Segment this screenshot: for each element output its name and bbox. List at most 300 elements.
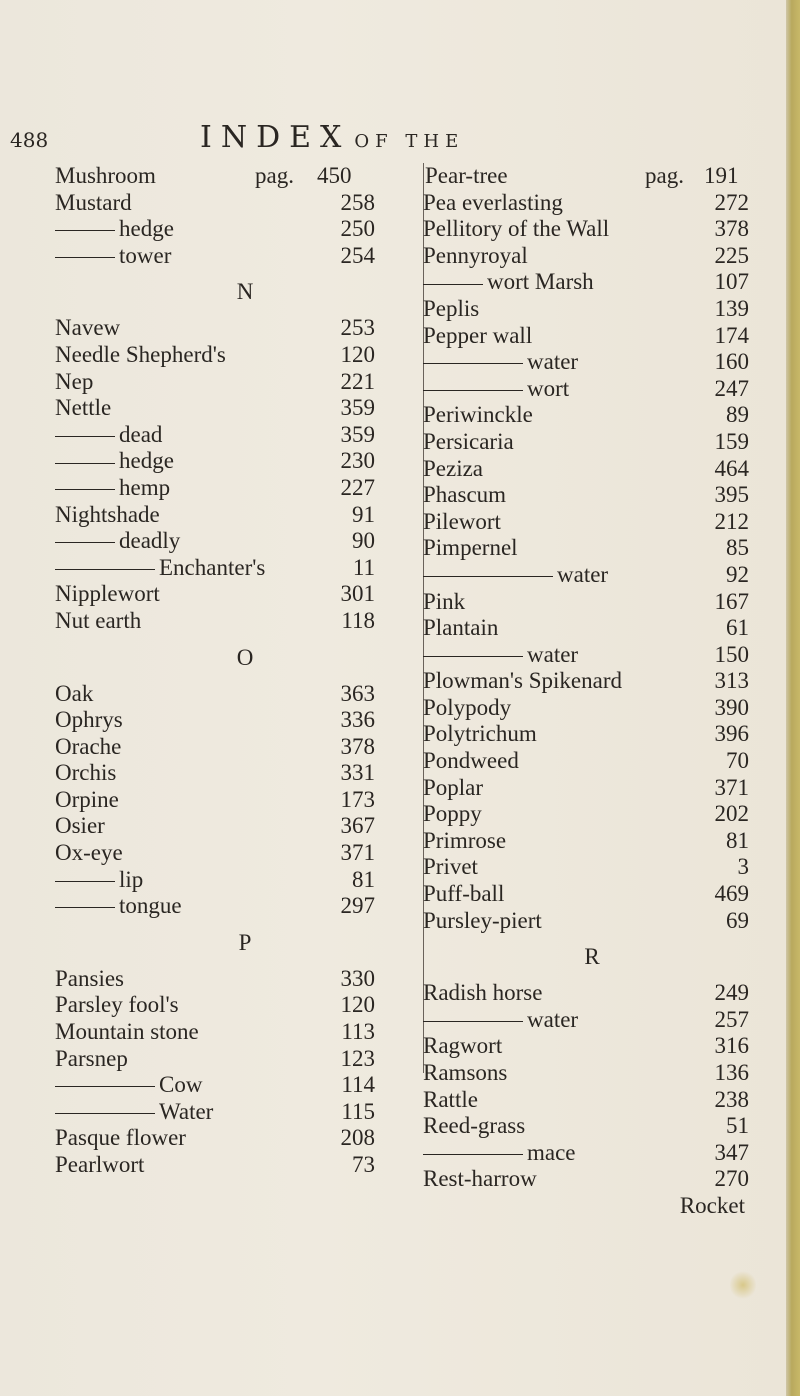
index-entry (55, 787, 435, 814)
ditto-dash (423, 1021, 523, 1022)
entry-page: 247 (714, 375, 749, 401)
index-entry (55, 760, 435, 787)
entries-p-right (423, 190, 761, 935)
entry-page: 221 (340, 368, 375, 394)
entry-name (423, 1007, 578, 1034)
index-entry (423, 509, 761, 536)
entry-name (55, 840, 123, 867)
index-entry (55, 216, 435, 243)
ditto-dash (55, 230, 115, 231)
entry-page: 115 (341, 1098, 375, 1124)
entry-text: Persicaria (423, 428, 514, 454)
entry-page: 73 (352, 1152, 375, 1177)
entry-name (55, 1099, 213, 1126)
ditto-dash (55, 489, 115, 490)
entry-name (55, 190, 132, 217)
entry-name (423, 190, 563, 217)
first-entry (55, 163, 435, 190)
ditto-dash (55, 907, 115, 908)
entry-name (55, 813, 105, 840)
index-entry (55, 992, 435, 1019)
entry-name (55, 395, 111, 422)
entry-name (423, 721, 537, 748)
index-entry (55, 681, 435, 708)
catchword-row (423, 1193, 761, 1220)
entry-text: Polypody (423, 694, 512, 720)
entry-name (55, 528, 180, 555)
entry-page: 139 (714, 295, 749, 321)
entry-text: water (527, 349, 579, 375)
index-entry (55, 315, 435, 342)
entry-text: Poplar (423, 774, 484, 800)
ditto-dash (55, 542, 115, 543)
entry-page: 359 (340, 395, 375, 421)
index-entry (423, 642, 761, 669)
entry-name (423, 429, 514, 456)
index-entry (423, 190, 761, 217)
entry-name (423, 509, 501, 536)
entry-name (423, 1140, 576, 1167)
entry-name (423, 482, 506, 509)
entry-text: Pilewort (423, 508, 501, 534)
index-entry (423, 775, 761, 802)
entry-page: 363 (340, 680, 375, 706)
index-entry (55, 342, 435, 369)
entry-name (423, 1087, 478, 1114)
index-entry (55, 448, 435, 475)
index-entry (55, 966, 435, 993)
index-entry (423, 721, 761, 748)
ditto-dash (55, 881, 115, 882)
entry-name (423, 323, 532, 350)
entry-page: 70 (726, 748, 749, 774)
entry-page: 367 (340, 813, 375, 839)
entry-text: Nightshade (55, 501, 160, 527)
entry-page: 191 (704, 163, 739, 188)
index-entry (55, 707, 435, 734)
entry-name (423, 828, 506, 855)
ditto-dash (55, 1086, 155, 1087)
entry-name (423, 296, 479, 323)
catchword: Rocket (679, 1192, 745, 1218)
entry-page: 174 (714, 322, 749, 348)
entry-text: Orache (55, 733, 122, 759)
entry-name (55, 1072, 202, 1099)
entry-text: Rest-harrow (423, 1166, 537, 1192)
ditto-dash (55, 1113, 155, 1114)
entry-page: 316 (714, 1033, 749, 1059)
entry-name (423, 243, 528, 270)
entry-text: Pimpernel (423, 535, 518, 561)
entry-text: Mustard (55, 189, 132, 215)
entry-name (55, 681, 93, 708)
paper-stain (730, 1270, 756, 1300)
index-entry (423, 980, 761, 1007)
entry-page: 150 (714, 641, 749, 667)
entry-text: Water (159, 1098, 214, 1124)
entry-text: Oak (55, 680, 94, 706)
entry-page: 297 (340, 893, 375, 919)
entry-text: Enchanter's (159, 554, 266, 580)
running-head (200, 120, 464, 155)
ditto-dash (55, 463, 115, 464)
entry-name (55, 787, 119, 814)
entry-page: 390 (714, 694, 749, 720)
ditto-dash (55, 257, 115, 258)
entry-name (55, 1125, 186, 1152)
entry-page: 257 (714, 1006, 749, 1032)
entry-name (55, 608, 141, 635)
entry-text: tongue (119, 893, 182, 919)
entry-name (55, 502, 160, 529)
index-entry (423, 269, 761, 296)
entry-page: 469 (714, 881, 749, 907)
left-column (55, 163, 435, 1179)
index-entry (55, 1125, 435, 1152)
entry-page: 91 (352, 501, 375, 527)
index-entry (55, 1072, 435, 1099)
entry-text: Pepper wall (423, 322, 533, 348)
entry-page: 11 (352, 554, 375, 580)
first-entry (423, 163, 761, 190)
index-entry (423, 243, 761, 270)
ditto-dash (55, 569, 155, 570)
entry-name (55, 422, 162, 449)
entry-text: Puff-ball (423, 881, 505, 907)
pag-label: pag. (255, 163, 294, 188)
index-entry (55, 528, 435, 555)
entry-name: Mushroom (55, 163, 156, 188)
entry-page: 395 (714, 482, 749, 508)
entry-name (423, 980, 542, 1007)
entry-name (423, 668, 622, 695)
entry-page: 378 (714, 216, 749, 242)
entry-page: 81 (352, 866, 375, 892)
entry-page: 250 (340, 216, 375, 242)
entry-text: hedge (119, 448, 174, 474)
entry-page: 270 (714, 1166, 749, 1192)
index-entry (423, 482, 761, 509)
entry-name (423, 854, 478, 881)
entry-name (55, 369, 93, 396)
entries-o (55, 681, 435, 920)
entry-page: 120 (340, 992, 375, 1018)
entry-page: 3 (737, 854, 749, 880)
entry-name: Pear-tree (425, 163, 508, 188)
entry-page: 301 (340, 581, 375, 607)
entry-name (55, 760, 116, 787)
index-entry (423, 296, 761, 323)
entry-text: Orchis (55, 760, 117, 786)
entry-text: Peziza (423, 455, 484, 481)
entry-page: 371 (714, 774, 749, 800)
index-entry (55, 581, 435, 608)
entry-text: Peplis (423, 295, 480, 321)
entry-name (55, 1152, 144, 1179)
entry-name (423, 642, 578, 669)
entry-text: Cow (159, 1072, 203, 1098)
index-entry (423, 562, 761, 589)
entry-name (423, 535, 518, 562)
entry-text: Reed-grass (423, 1113, 526, 1139)
entry-page: 249 (714, 980, 749, 1006)
entry-name (423, 216, 609, 243)
entry-page: 272 (714, 189, 749, 215)
entry-text: hedge (119, 216, 174, 242)
index-entry (55, 190, 435, 217)
page-number: 488 (10, 128, 49, 152)
entry-text: Ophrys (55, 707, 123, 733)
entry-text: Nut earth (55, 607, 142, 633)
entry-page: 51 (726, 1113, 749, 1139)
entry-name (423, 456, 483, 483)
entry-page: 212 (714, 508, 749, 534)
entry-page: 238 (714, 1086, 749, 1112)
entries-n (55, 315, 435, 634)
entry-text: mace (527, 1139, 576, 1165)
index-entry (55, 1019, 435, 1046)
index-entry (55, 395, 435, 422)
entry-name (55, 315, 120, 342)
entry-page: 464 (714, 455, 749, 481)
index-entry (423, 1007, 761, 1034)
entry-text: Parsnep (55, 1045, 128, 1071)
index-entry (55, 734, 435, 761)
index-entry (423, 854, 761, 881)
index-entry (55, 369, 435, 396)
entry-page: 227 (340, 474, 375, 500)
entry-text: wort Marsh (487, 269, 594, 295)
entry-page: 120 (340, 341, 375, 367)
entry-name (423, 269, 594, 296)
entry-text: Rattle (423, 1086, 478, 1112)
index-entry (423, 881, 761, 908)
entry-page: 85 (726, 535, 749, 561)
ditto-dash (423, 1154, 523, 1155)
entry-text: Pondweed (423, 748, 519, 774)
entry-page: 313 (714, 668, 749, 694)
ditto-dash (423, 284, 483, 285)
entry-page: 159 (714, 428, 749, 454)
entry-name (55, 992, 179, 1019)
index-entry (423, 695, 761, 722)
index-entry (423, 668, 761, 695)
page-edge (786, 0, 800, 1396)
entry-page: 396 (714, 721, 749, 747)
entry-text: water (527, 1006, 579, 1032)
entry-page: 378 (340, 733, 375, 759)
entry-text: Primrose (423, 827, 507, 853)
entry-page: 173 (340, 786, 375, 812)
entry-name (423, 748, 519, 775)
index-entry (55, 813, 435, 840)
entry-name (423, 615, 498, 642)
index-entry (423, 589, 761, 616)
entry-page: 330 (340, 965, 375, 991)
running-head-suffix: OF THE (354, 131, 465, 152)
entry-text: Pellitory of the Wall (423, 216, 610, 242)
entry-page: 208 (340, 1125, 375, 1151)
index-entry (423, 429, 761, 456)
running-head-title: INDEX (200, 120, 351, 155)
entry-page: 69 (726, 907, 749, 933)
entry-name (423, 1033, 502, 1060)
pag-label: pag. (645, 163, 684, 188)
entries-m (55, 190, 435, 270)
index-entry (423, 323, 761, 350)
index-entry (423, 535, 761, 562)
entry-page: 254 (340, 242, 375, 268)
entry-text: Needle Shepherd's (55, 341, 226, 367)
entry-name (423, 562, 608, 589)
index-entry (55, 1099, 435, 1126)
entry-name (423, 801, 482, 828)
entry-text: dead (119, 421, 163, 447)
entry-name (423, 695, 511, 722)
entry-text: water (557, 561, 609, 587)
entry-page: 371 (340, 840, 375, 866)
entry-text: Pasque flower (55, 1125, 186, 1151)
ditto-dash (423, 390, 523, 391)
entry-name (55, 216, 174, 243)
index-entry (423, 216, 761, 243)
entry-text: Radish horse (423, 980, 543, 1006)
ditto-dash (423, 656, 523, 657)
entry-name (423, 775, 483, 802)
entry-name (55, 734, 121, 761)
index-entry (55, 608, 435, 635)
entry-name (55, 707, 123, 734)
entry-name (55, 448, 174, 475)
entry-page: 230 (340, 448, 375, 474)
entry-text: Nipplewort (55, 581, 160, 607)
index-entry (423, 349, 761, 376)
entry-page: 61 (726, 615, 749, 641)
entry-text: Pennyroyal (423, 242, 528, 268)
section-letter-r: R (584, 944, 600, 970)
index-entry (423, 456, 761, 483)
entry-text: lip (119, 866, 144, 892)
entry-text: Navew (55, 315, 121, 341)
entry-text: Plowman's Spikenard (423, 668, 622, 694)
entry-text: water (527, 641, 579, 667)
section-letter-n: N (236, 279, 254, 305)
entry-page: 118 (341, 607, 375, 633)
index-entry (55, 840, 435, 867)
entry-page: 123 (340, 1045, 375, 1071)
index-entry (423, 1087, 761, 1114)
section-letter-p: P (238, 929, 252, 955)
entry-page: 347 (714, 1139, 749, 1165)
entry-name (423, 1166, 537, 1193)
entry-page: 114 (341, 1072, 375, 1098)
entry-page: 253 (340, 315, 375, 341)
entry-text: Orpine (55, 786, 119, 812)
entry-page: 107 (714, 269, 749, 295)
entry-text: Parsley fool's (55, 992, 179, 1018)
entry-text: Pearlwort (55, 1152, 145, 1177)
entry-page: 331 (340, 760, 375, 786)
index-entry (55, 475, 435, 502)
entry-text: deadly (119, 528, 181, 554)
ditto-dash (55, 436, 115, 437)
entry-name (55, 1019, 199, 1046)
index-entry (423, 748, 761, 775)
entry-page: 359 (340, 421, 375, 447)
entry-page: 160 (714, 349, 749, 375)
entry-name (55, 555, 265, 582)
entry-page: 225 (714, 242, 749, 268)
entry-page: 92 (726, 561, 749, 587)
entry-text: Ramsons (423, 1060, 508, 1085)
entry-name (423, 1060, 507, 1087)
entry-text: hemp (119, 474, 171, 500)
entry-name (55, 342, 226, 369)
index-entry (423, 1140, 761, 1167)
index-entry (423, 1113, 761, 1140)
entry-text: Nettle (55, 395, 112, 421)
entry-text: Mountain stone (55, 1019, 199, 1045)
index-entry (423, 402, 761, 429)
entry-page: 113 (341, 1019, 375, 1045)
entry-text: Pansies (55, 965, 124, 991)
ditto-dash (423, 363, 523, 364)
entry-name (423, 376, 569, 403)
entry-page: 202 (714, 801, 749, 827)
entry-name (55, 893, 182, 920)
entry-name (423, 402, 533, 429)
entry-name (55, 966, 124, 993)
ditto-dash (423, 576, 553, 577)
entry-text: Phascum (423, 482, 507, 508)
entry-text: Ragwort (423, 1033, 503, 1059)
index-entry (55, 243, 435, 270)
entry-text: Periwinckle (423, 402, 533, 428)
entry-text: Nep (55, 368, 94, 394)
index-entry (55, 502, 435, 529)
entry-text: tower (119, 242, 172, 268)
index-entry (423, 801, 761, 828)
entry-name (55, 581, 160, 608)
entry-text: wort (527, 375, 570, 401)
entry-text: Privet (423, 854, 478, 880)
entry-page: 136 (714, 1060, 749, 1085)
entry-name (423, 881, 504, 908)
index-entry (55, 555, 435, 582)
entry-text: Polytrichum (423, 721, 537, 747)
index-entry (423, 1060, 761, 1087)
index-entry (423, 376, 761, 403)
entry-text: Poppy (423, 801, 482, 827)
index-entry (423, 615, 761, 642)
index-entry (423, 908, 761, 935)
entry-page: 81 (726, 827, 749, 853)
entry-name (55, 243, 171, 270)
index-entry (55, 422, 435, 449)
index-entry (55, 893, 435, 920)
entry-name (423, 908, 542, 935)
index-entry (423, 828, 761, 855)
entry-page: 336 (340, 707, 375, 733)
index-entry (423, 1033, 761, 1060)
entry-name (55, 867, 143, 894)
section-letter-o: O (236, 644, 254, 670)
entry-page: 258 (340, 189, 375, 215)
index-entry (55, 867, 435, 894)
entries-p (55, 966, 435, 1179)
entry-text: Pink (423, 588, 466, 614)
entry-name (55, 475, 170, 502)
